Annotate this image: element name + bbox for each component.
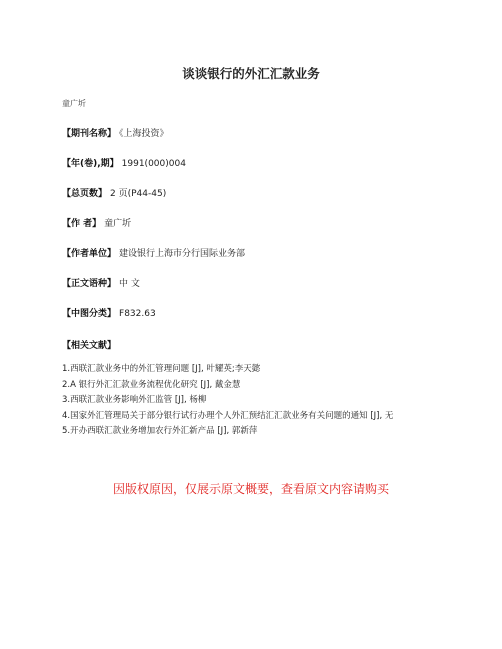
field-key: 【年(卷),期】 bbox=[62, 159, 119, 169]
list-item[interactable]: 5.开办西联汇款业务增加农行外汇新产品 [J], 郭新萍 bbox=[62, 426, 258, 436]
field-key: 【总页数】 bbox=[62, 189, 108, 199]
field-value: 《上海投资》 bbox=[119, 129, 169, 139]
field-value: 童广圻 bbox=[104, 219, 132, 229]
field-key: 【中图分类】 bbox=[62, 309, 117, 319]
field-value: 1991(000)004 bbox=[121, 159, 186, 169]
author-name: 童广圻 bbox=[62, 99, 86, 108]
field-value: 建设银行上海市分行国际业务部 bbox=[119, 249, 246, 259]
field-value: 2 页(P44-45) bbox=[110, 189, 167, 199]
list-item[interactable]: 2.A 银行外汇汇款业务流程优化研究 [J], 戴金慧 bbox=[62, 379, 241, 390]
list-item[interactable]: 4.国家外汇管理局关于部分银行试行办理个人外汇预结汇汇款业务有关问题的通知 [J], 无 bbox=[62, 410, 394, 421]
field-classification bbox=[62, 306, 156, 319]
related-literature-heading: 【相关文献】 bbox=[62, 341, 117, 351]
field-key: 【正文语种】 bbox=[62, 279, 117, 289]
list-item[interactable]: 1.西联汇款业务中的外汇管理问题 [J], 叶耀英;李天懿 bbox=[62, 364, 261, 374]
field-value: 中 文 bbox=[119, 279, 140, 289]
field-author bbox=[62, 216, 131, 229]
field-page-count bbox=[62, 186, 166, 199]
field-key: 【作者单位】 bbox=[62, 249, 117, 259]
document-title: 谈谈银行的外汇汇款业务 bbox=[182, 66, 320, 81]
field-volume-issue bbox=[62, 156, 186, 169]
list-item[interactable]: 3.西联汇款业务影响外汇监管 [J], 杨柳 bbox=[62, 395, 207, 405]
field-language bbox=[62, 276, 140, 289]
field-key: 【期刊名称】 bbox=[62, 129, 117, 139]
field-value: F832.63 bbox=[119, 309, 156, 319]
related-literature-list bbox=[62, 362, 440, 440]
field-author-affiliation bbox=[62, 246, 245, 259]
copyright-notice[interactable]: 因版权原因，仅展示原文概要，查看原文内容请购买 bbox=[112, 482, 389, 496]
field-journal-name bbox=[62, 126, 169, 139]
field-key: 【作 者】 bbox=[62, 219, 102, 229]
